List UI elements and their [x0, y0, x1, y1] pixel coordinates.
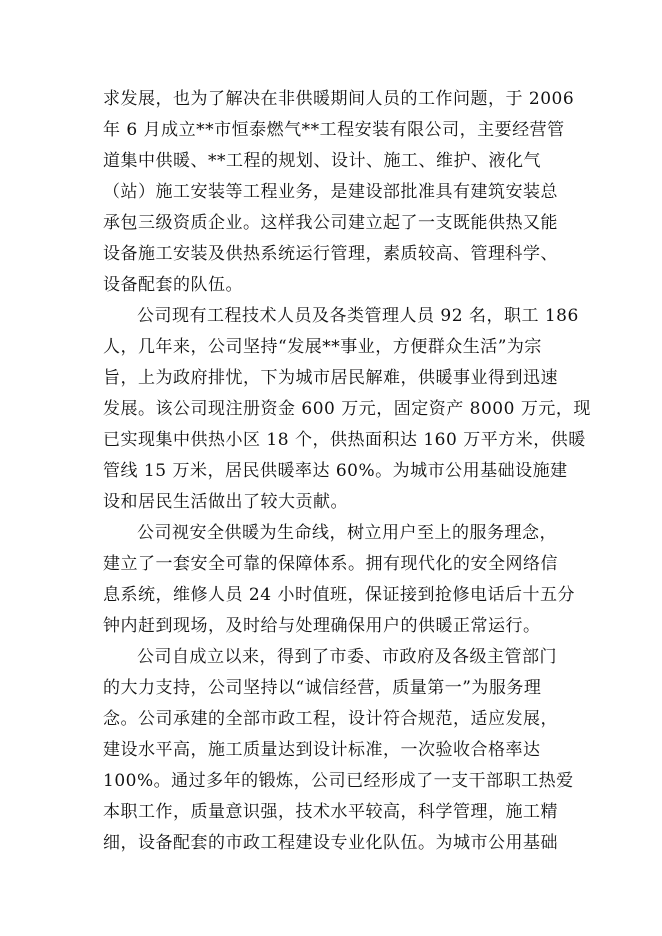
text-line: 细，设备配套的市政工程建设专业化队伍。为城市公用基础	[103, 833, 558, 853]
text-line: 建设水平高，施工质量达到设计标准，一次验收合格率达	[103, 740, 541, 760]
paragraph-first-line: 公司现有工程技术人员及各类管理人员 92 名，职工 186	[137, 306, 579, 326]
paragraph-first-line: 公司自成立以来，得到了市委、市政府及各级主管部门	[137, 647, 557, 667]
text-line: 设备施工安装及供热系统运行管理，素质较高、管理科学、	[103, 244, 558, 264]
text-line: （站）施工安装等工程业务，是建设部批准具有建筑安装总	[103, 182, 558, 202]
text-line: 设备配套的队伍。	[103, 275, 243, 295]
text-line: 管线 15 万米，居民供暖率达 60%。为城市公用基础设施建	[103, 461, 568, 481]
text-line: 承包三级资质企业。这样我公司建立起了一支既能供热又能	[103, 213, 558, 233]
text-line: 的大力支持，公司坚持以“诚信经营，质量第一”为服务理	[103, 678, 542, 698]
text-line: 念。公司承建的全部市政工程，设计符合规范，适应发展，	[103, 709, 558, 729]
text-line: 人，几年来，公司坚持“发展**事业，方便群众生活”为宗	[103, 337, 542, 357]
text-line: 旨，上为政府排忧，下为城市居民解难，供暖事业得到迅速	[103, 368, 558, 388]
text-line: 已实现集中供热小区 18 个，供热面积达 160 万平方米，供暖	[103, 430, 586, 450]
text-line: 发展。该公司现注册资金 600 万元，固定资产 8000 万元，现	[103, 399, 591, 419]
text-line: 求发展，也为了解决在非供暖期间人员的工作问题，于 2006	[103, 89, 575, 109]
text-line: 100%。通过多年的锻炼，公司已经形成了一支干部职工热爱	[103, 771, 574, 791]
text-line: 道集中供暖、**工程的规划、设计、施工、维护、液化气	[103, 151, 541, 171]
text-line: 年 6 月成立**市恒泰燃气**工程安装有限公司，主要经营管	[103, 120, 565, 140]
paragraph-first-line: 公司视安全供暖为生命线，树立用户至上的服务理念，	[137, 523, 557, 543]
text-line: 钟内赶到现场，及时给与处理确保用户的供暖正常运行。	[103, 616, 541, 636]
text-line: 建立了一套安全可靠的保障体系。拥有现代化的安全网络信	[103, 554, 558, 574]
text-line: 息系统，维修人员 24 小时值班，保证接到抢修电话后十五分	[103, 585, 575, 605]
text-line: 设和居民生活做出了较大贡献。	[103, 492, 348, 512]
text-line: 本职工作，质量意识强，技术水平较高，科学管理，施工精	[103, 802, 558, 822]
